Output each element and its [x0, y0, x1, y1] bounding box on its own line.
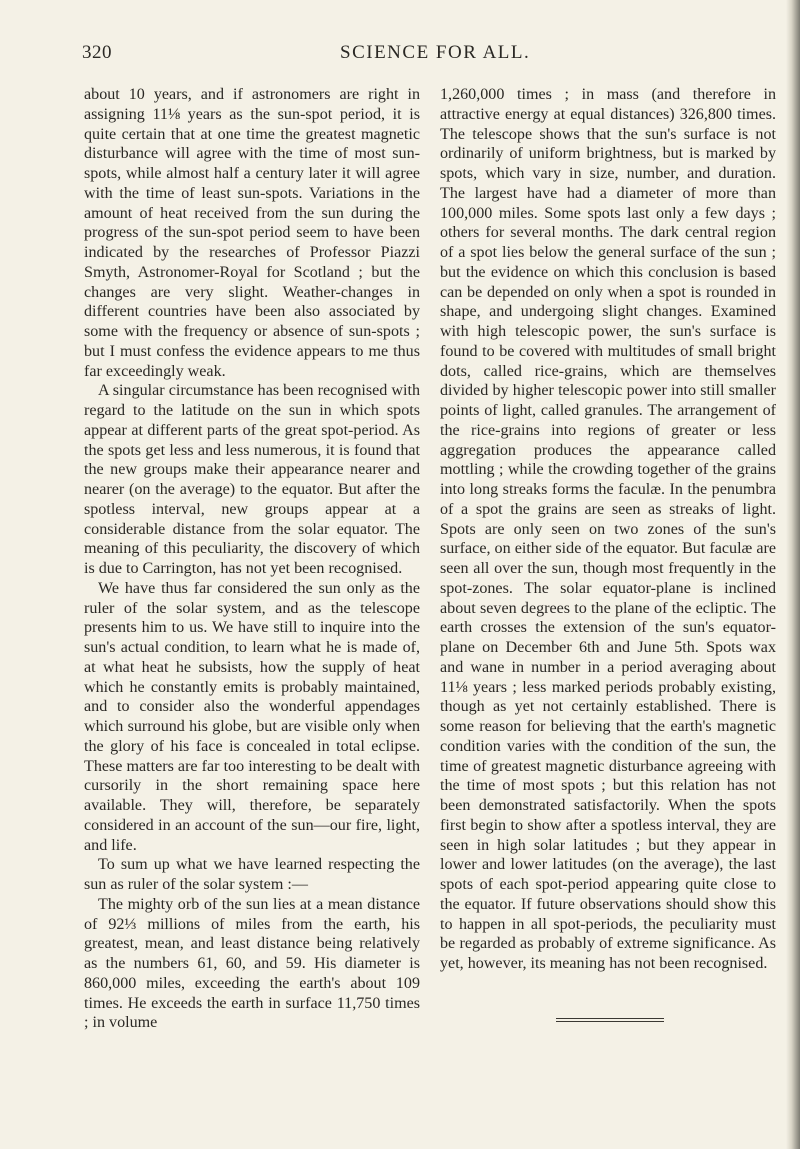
page-header — [0, 40, 800, 70]
page-number: 320 — [82, 42, 112, 63]
end-rule-top — [556, 1018, 664, 1019]
left-column — [84, 85, 420, 1033]
right-column — [440, 85, 776, 974]
page-edge-shadow — [786, 0, 800, 1149]
running-title: SCIENCE FOR ALL. — [340, 42, 531, 63]
paragraph: 1,260,000 times ; in mass (and therefore in attractive energy at equal distances) 326,800 times. The telescope shows that the sun's surface is not ordinarily of uniform brightness, but is marked by spots, which vary in size, number, and duration. The largest have had a diameter of more than 100,000 miles. Some spots last only a few days ; others for several months. The dark central region of a spot lies below the general surface of the sun ; but the evidence on which this conclusion is based can be depended on only when a spot is rounded in shape, and undergoing slight changes. Examined with high telescopic power, the sun's surface is found to be covered with multitudes of small bright dots, called rice-grains, which are themselves divided by higher telescopic power into still smaller points of light, called granules. The arrangement of the rice-grains into regions of greater or less aggregation produces the appearance called mottling ; while the crowding together of the grains into long streaks forms the faculæ. In the penumbra of a spot the grains are seen as streaks of light. Spots are only seen on two zones of the sun's surface, on either side of the equator. But faculæ are seen all over the sun, though most frequently in the spot-zones. The solar equator-plane is inclined about seven degrees to the plane of the ecliptic. The earth crosses the extension of the sun's equator-plane on December 6th and June 5th. Spots wax and wane in number in a period averaging about 11⅛ years ; less marked periods probably existing, though as yet not certainly established. There is some reason for believing that the earth's magnetic condition varies with the condition of the sun, the time of greatest magnetic disturbance agreeing with the time of most spots ; but this relation has not been demonstrated satisfactorily. When the spots first begin to show after a spotless interval, they are seen in high solar latitudes ; but they appear in lower and lower latitudes (on the average), the last spots of each spot-period appearing quite close to the equator. If future observations should show this to happen in all spot-periods, the peculiarity must be regarded as probably of extreme significance. As yet, however, its meaning has not been recognised. — [440, 86, 776, 972]
paragraph: We have thus far considered the sun only as the ruler of the solar system, and as the telescope presents him to us. We have still to inquire into the sun's actual condition, to learn what he is made of, at what heat he subsists, how the supply of heat which he constantly emits is probably maintained, and to consider also the wonderful appendages which surround his globe, but are visible only when the glory of his face is concealed in total eclipse. These matters are far too interesting to be dealt with cursorily in the short remaining space here available. They will, therefore, be separately considered in an account of the sun—our fire, light, and life. — [84, 579, 420, 854]
paragraph: A singular circumstance has been recognised with regard to the latitude on the sun in which spots appear at different parts of the great spot-period. As the spots get less and less numerous, it is found that the new groups make their appearance nearer and nearer (on the average) to the equator. But after the spotless interval, new groups appear at a considerable distance from the solar equator. The meaning of this peculiarity, the discovery of which is due to Carrington, has not yet been recognised. — [84, 382, 420, 577]
paragraph: The mighty orb of the sun lies at a mean distance of 92⅓ millions of miles from the earth, his greatest, mean, and least distance being relatively as the numbers 61, 60, and 59. His diameter is 860,000 miles, exceeding the earth's about 109 times. He exceeds the earth in surface 11,750 times ; in volume — [84, 895, 420, 1032]
paragraph: To sum up what we have learned respecting the sun as ruler of the solar system :— — [84, 856, 420, 893]
end-rule-bottom — [556, 1021, 664, 1022]
paragraph: about 10 years, and if astronomers are right in assigning 11⅛ years as the sun-spot period, it is quite certain that at one time the greatest magnetic disturbance will agree with the time of most sun-spots, while almost half a century later it will agree with the time of least sun-spots. Variations in the amount of heat received from the sun during the progress of the sun-spot period seem to have been indicated by the researches of Professor Piazzi Smyth, Astronomer-Royal for Scotland ; but the changes are very slight. Weather-changes in different countries have been also associated by some with the frequency or absence of sun-spots ; but I must confess the evidence appears to me thus far exceedingly weak. — [84, 86, 420, 380]
